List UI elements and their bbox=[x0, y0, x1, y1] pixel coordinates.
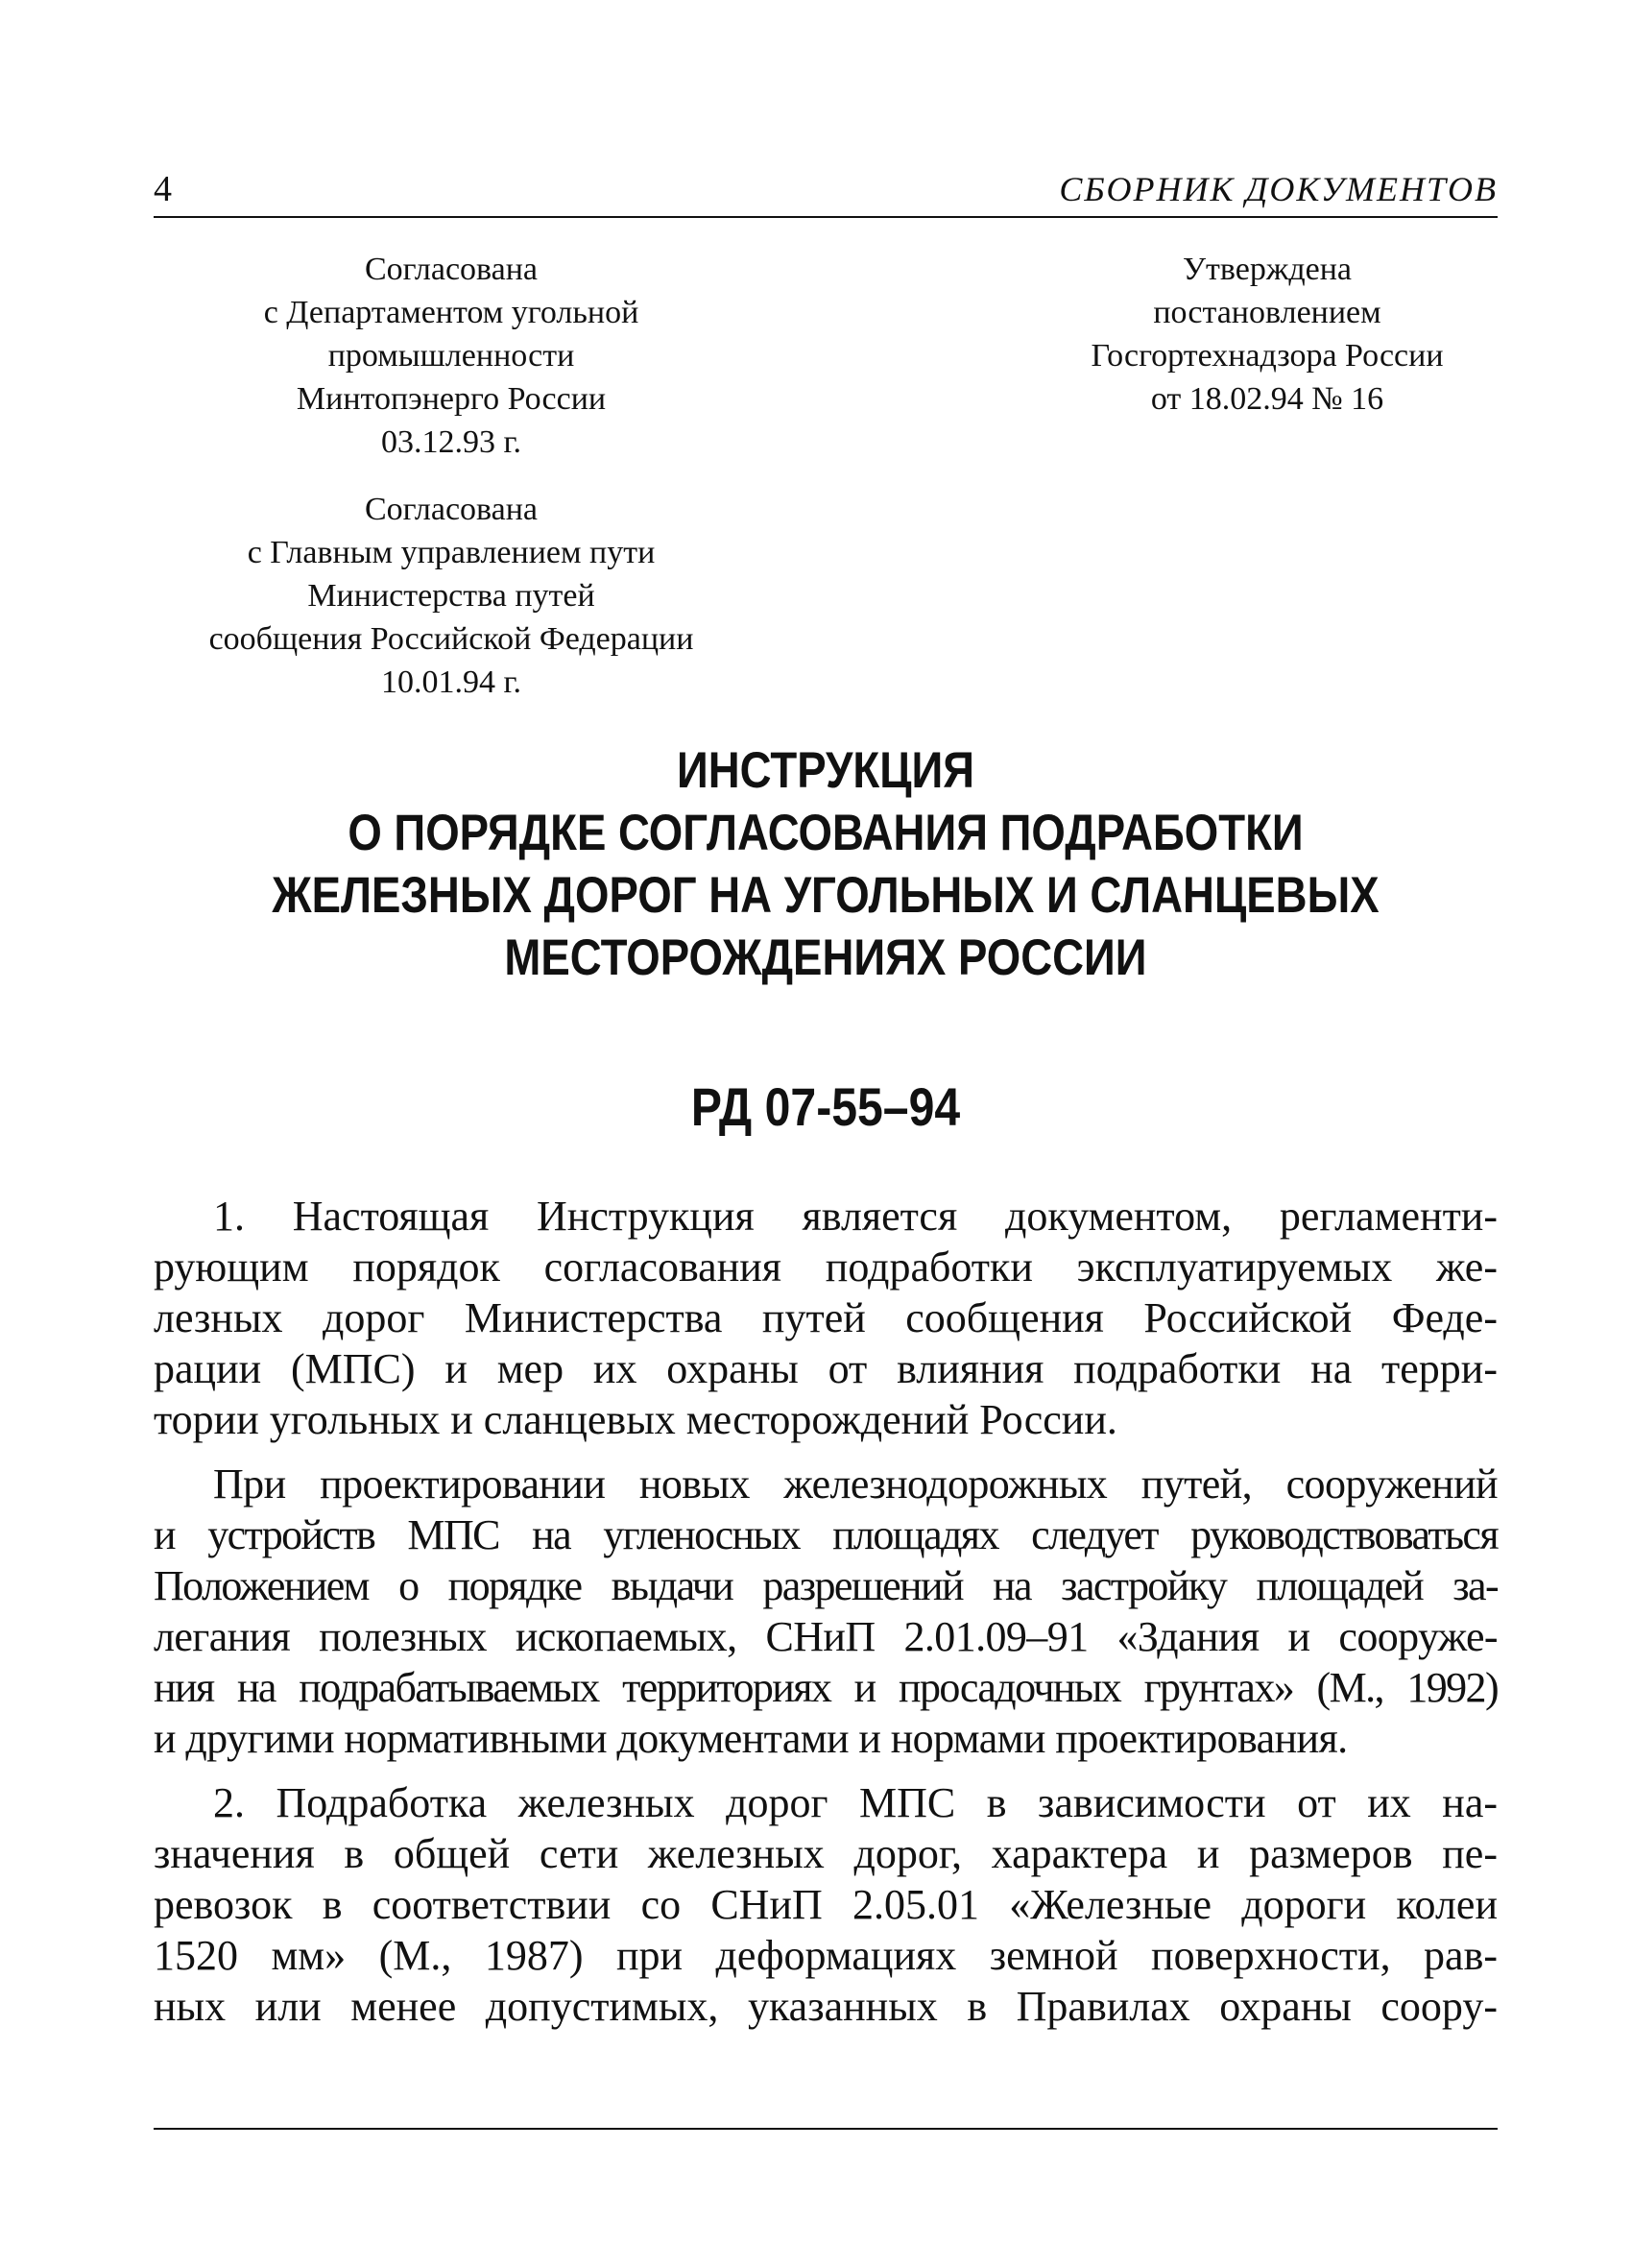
approval-line: с Главным управлением пути bbox=[247, 535, 656, 570]
approval-line: сообщения Российской Федерации bbox=[208, 621, 694, 657]
footer-rule bbox=[154, 2128, 1498, 2130]
document-code: РД 07-55–94 bbox=[690, 1076, 961, 1137]
approval-line: с Департаментом угольной bbox=[263, 295, 639, 330]
text-line: рации (МПС) и мер их охраны от влияния подработки на терри- bbox=[154, 1345, 1498, 1392]
approval-line: постановлением bbox=[1153, 295, 1381, 330]
approval-approved-gosgortekhnadzor bbox=[1037, 248, 1498, 421]
text-line: легания полезных ископаемых, СНиП 2.01.09–91 «Здания и сооруже- bbox=[154, 1613, 1498, 1660]
approval-line: Министерства путей bbox=[307, 578, 595, 614]
approval-line: Минтопэнерго России bbox=[296, 381, 607, 417]
approval-line: промышленности bbox=[327, 338, 575, 374]
document-title bbox=[248, 739, 1404, 989]
text-line: 2. Подработка железных дорог МПС в зависимости от их на- bbox=[213, 1779, 1498, 1826]
document-body bbox=[154, 1191, 1498, 2032]
paragraph-1 bbox=[154, 1191, 1498, 1445]
approval-date: 03.12.93 г. bbox=[380, 424, 522, 460]
text-line: рующим порядок согласования подработки эксплуатируемых же- bbox=[154, 1243, 1498, 1291]
approval-agreed-railway-ministry bbox=[154, 488, 749, 704]
paragraph-2 bbox=[154, 1459, 1498, 1764]
header-rule bbox=[154, 216, 1498, 218]
approval-line: Утверждена bbox=[1182, 252, 1353, 287]
title-line: ИНСТРУКЦИЯ bbox=[676, 742, 975, 799]
approval-date: от 18.02.94 № 16 bbox=[1150, 381, 1384, 417]
text-line: При проектировании новых железнодорожных путей, сооружений bbox=[213, 1460, 1498, 1508]
text-line: Положением о порядке выдачи разрешений на застройку площадей за- bbox=[154, 1562, 1498, 1609]
text-line: ния на подрабатываемых территориях и просадочных грунтах» (М., 1992) bbox=[154, 1664, 1498, 1711]
text-line: и устройств МПС на угленосных площадях следует руководствоваться bbox=[154, 1511, 1498, 1558]
text-line: и другими нормативными документами и нормами проектирования. bbox=[154, 1715, 1348, 1762]
running-header bbox=[154, 165, 1498, 219]
title-line: О ПОРЯДКЕ СОГЛАСОВАНИЯ ПОДРАБОТКИ bbox=[348, 805, 1304, 861]
text-line: 1. Настоящая Инструкция является документом, регламенти- bbox=[213, 1193, 1498, 1240]
text-line: ных или менее допустимых, указанных в Правилах охраны соору- bbox=[154, 1983, 1498, 2030]
text-line: ревозок в соответствии со СНиП 2.05.01 «Железные дороги колеи bbox=[154, 1881, 1498, 1928]
page-number: 4 bbox=[154, 169, 172, 209]
approval-date: 10.01.94 г. bbox=[380, 664, 522, 700]
approval-line: Согласована bbox=[364, 492, 539, 527]
text-line: лезных дорог Министерства путей сообщения Российской Феде- bbox=[154, 1294, 1498, 1341]
running-title: СБОРНИК ДОКУМЕНТОВ bbox=[1059, 170, 1498, 208]
approval-line: Согласована bbox=[364, 252, 539, 287]
title-line: МЕСТОРОЖДЕНИЯХ РОССИИ bbox=[504, 929, 1147, 986]
paragraph-3 bbox=[154, 1777, 1498, 2032]
title-line: ЖЕЛЕЗНЫХ ДОРОГ НА УГОЛЬНЫХ И СЛАНЦЕВЫХ bbox=[272, 867, 1380, 924]
text-line: тории угольных и сланцевых месторождений России. bbox=[154, 1396, 1117, 1443]
approval-line: Госгортехнадзора России bbox=[1091, 338, 1444, 374]
text-line: 1520 мм» (М., 1987) при деформациях земной поверхности, рав- bbox=[154, 1932, 1498, 1979]
text-line: значения в общей сети железных дорог, характера и размеров пе- bbox=[154, 1830, 1498, 1877]
approval-agreed-coal-department bbox=[154, 248, 749, 464]
